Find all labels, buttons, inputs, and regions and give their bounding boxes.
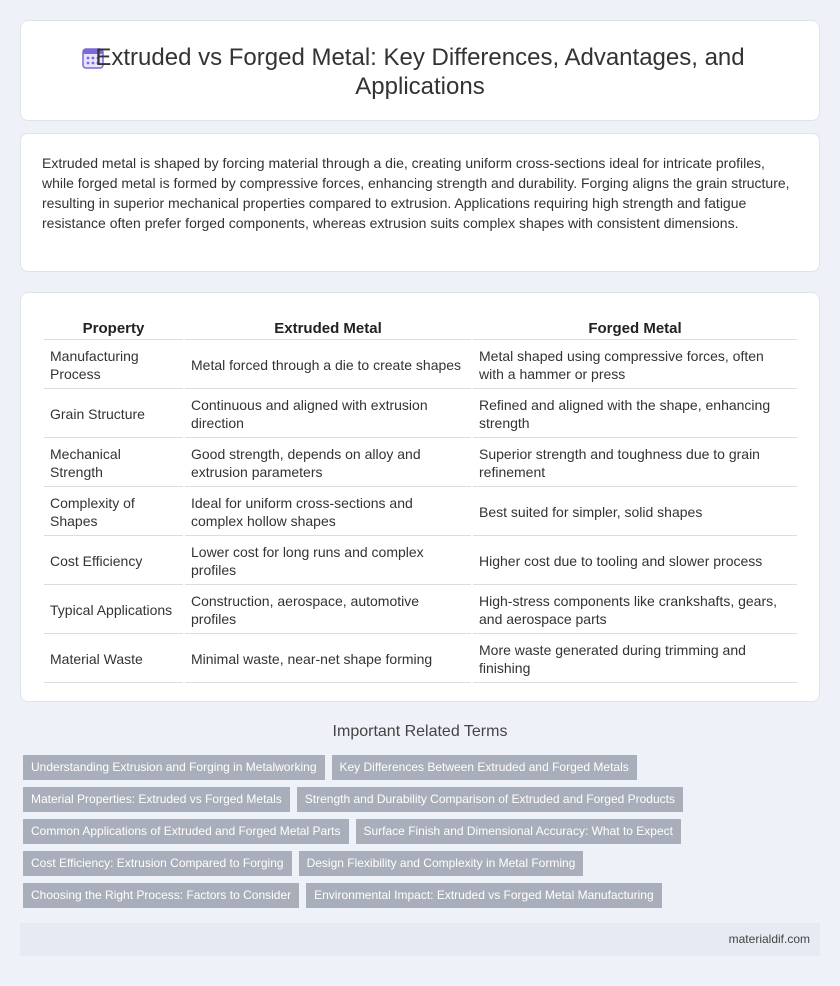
related-terms-list [23, 755, 813, 915]
row-extruded: Lower cost for long runs and complex profiles [185, 538, 471, 585]
table-row [44, 587, 797, 634]
row-extruded: Ideal for uniform cross-sections and complex hollow shapes [185, 489, 471, 536]
related-term-link[interactable]: Material Properties: Extruded vs Forged Metals [23, 787, 290, 812]
row-property: Material Waste [44, 636, 183, 683]
table-header-row [44, 317, 797, 340]
table-row [44, 440, 797, 487]
related-term-link[interactable]: Environmental Impact: Extruded vs Forged Metal Manufacturing [306, 883, 662, 908]
related-term-link[interactable]: Common Applications of Extruded and Forged Metal Parts [23, 819, 349, 844]
comparison-card [20, 292, 820, 702]
row-extruded: Construction, aerospace, automotive profiles [185, 587, 471, 634]
intro-card [20, 133, 820, 272]
table-row [44, 489, 797, 536]
intro-paragraph: Extruded metal is shaped by forcing material through a die, creating uniform cross-sections ideal for intricate profiles, while forged metal is formed by compressive forces, enhancing strength and durability. Forging aligns the grain structure, resulting in superior mechanical properties compared to extrusion. Applications requiring high strength and fatigue resistance often prefer forged components, whereas extrusion suits complex shapes with consistent dimensions. [42, 155, 790, 231]
row-property: Cost Efficiency [44, 538, 183, 585]
table-row [44, 342, 797, 389]
row-forged: Superior strength and toughness due to grain refinement [473, 440, 797, 487]
row-forged: Best suited for simpler, solid shapes [473, 489, 797, 536]
header-forged: Forged Metal [473, 317, 797, 340]
row-property: Typical Applications [44, 587, 183, 634]
row-extruded: Metal forced through a die to create shapes [185, 342, 471, 389]
row-forged: Higher cost due to tooling and slower process [473, 538, 797, 585]
related-term-link[interactable]: Cost Efficiency: Extrusion Compared to Forging [23, 851, 292, 876]
table-row [44, 391, 797, 438]
row-property: Grain Structure [44, 391, 183, 438]
row-forged: High-stress components like crankshafts, gears, and aerospace parts [473, 587, 797, 634]
row-extruded: Minimal waste, near-net shape forming [185, 636, 471, 683]
related-terms-title: Important Related Terms [332, 723, 508, 740]
table-row [44, 538, 797, 585]
comparison-table [42, 315, 799, 685]
header-property: Property [44, 317, 183, 340]
footer [20, 923, 820, 956]
header-extruded: Extruded Metal [185, 317, 471, 340]
footer-site[interactable]: materialdif.com [728, 932, 810, 946]
related-term-link[interactable]: Understanding Extrusion and Forging in Metalworking [23, 755, 325, 780]
row-extruded: Good strength, depends on alloy and extrusion parameters [185, 440, 471, 487]
table-row [44, 636, 797, 683]
row-extruded: Continuous and aligned with extrusion direction [185, 391, 471, 438]
row-forged: More waste generated during trimming and finishing [473, 636, 797, 683]
row-forged: Refined and aligned with the shape, enhancing strength [473, 391, 797, 438]
title-card [20, 20, 820, 121]
row-property: Manufacturing Process [44, 342, 183, 389]
related-term-link[interactable]: Strength and Durability Comparison of Extruded and Forged Products [297, 787, 683, 812]
row-property: Complexity of Shapes [44, 489, 183, 536]
related-term-link[interactable]: Design Flexibility and Complexity in Metal Forming [299, 851, 584, 876]
row-forged: Metal shaped using compressive forces, often with a hammer or press [473, 342, 797, 389]
related-term-link[interactable]: Surface Finish and Dimensional Accuracy: What to Expect [356, 819, 681, 844]
page-title: Extruded vs Forged Metal: Key Differences, Advantages, and Applications [95, 44, 745, 100]
related-term-link[interactable]: Key Differences Between Extruded and Forged Metals [332, 755, 637, 780]
row-property: Mechanical Strength [44, 440, 183, 487]
related-term-link[interactable]: Choosing the Right Process: Factors to Consider [23, 883, 299, 908]
